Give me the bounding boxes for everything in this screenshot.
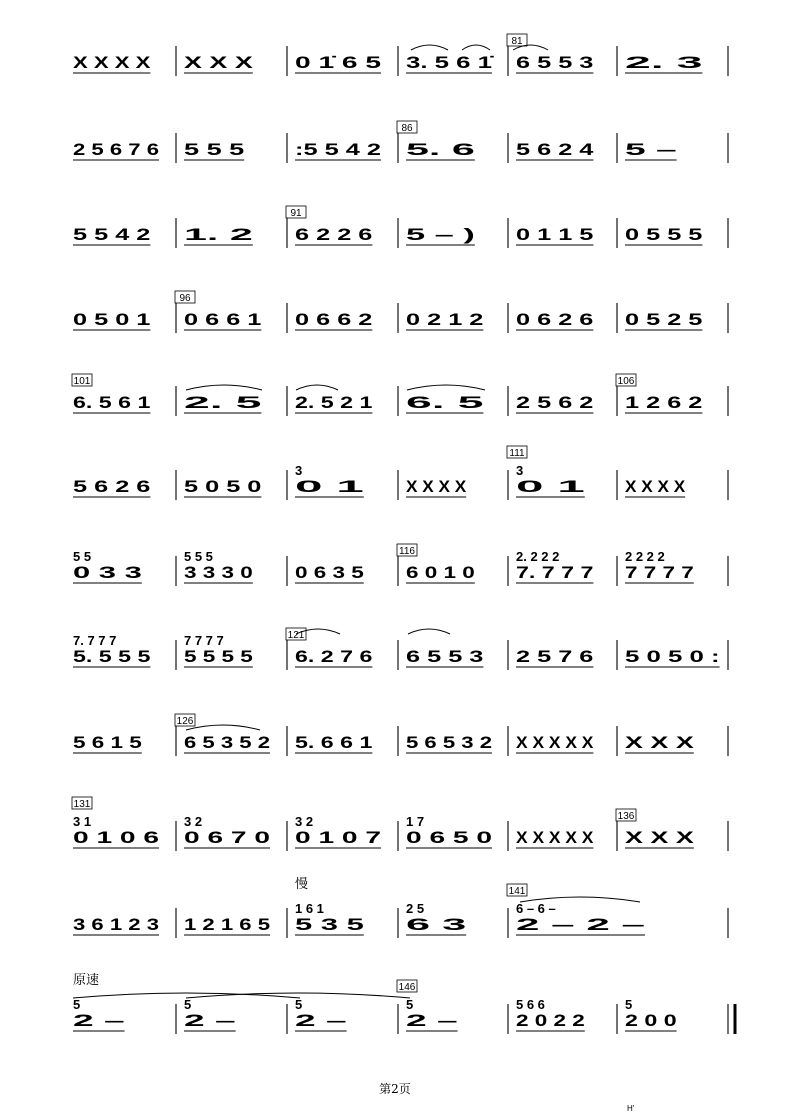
measure-upper-notes: 2 5 bbox=[406, 901, 425, 916]
measure-notes: 2 – bbox=[184, 1011, 236, 1030]
measure-notes: 6 3 bbox=[406, 915, 467, 934]
measure-notes: 0 5 5 5 bbox=[625, 225, 703, 244]
measure-notes: 1 2 6 2 bbox=[625, 393, 703, 412]
measure-notes: 0 1̇ 6 5 bbox=[295, 53, 381, 72]
measure-notes: 2 – 2 – bbox=[516, 915, 645, 934]
measure-number: 106 bbox=[617, 376, 635, 387]
slur-arc bbox=[411, 45, 448, 50]
measure-notes: 2. 5 bbox=[184, 393, 262, 412]
measure-upper-notes: 5 bbox=[625, 997, 633, 1012]
measure-notes: X X X X bbox=[625, 477, 686, 496]
measure-notes: :5 5 4 2 bbox=[295, 140, 381, 159]
measure-notes: 2 – bbox=[73, 1011, 125, 1030]
measure-upper-notes: 5 bbox=[295, 997, 303, 1012]
measure-notes: 6. 2 7 6 bbox=[295, 647, 373, 666]
measure-notes: 5. 6 6 1 bbox=[295, 733, 373, 752]
measure-notes: 6 5 5 3 bbox=[406, 647, 484, 666]
measure-notes: 2 0 2 2 bbox=[516, 1011, 585, 1030]
measure-notes: 1 2 1 6 5 bbox=[184, 915, 270, 934]
measure-notes: 0 6 6 1 bbox=[184, 310, 262, 329]
measure-number: 86 bbox=[401, 123, 413, 134]
measure-number: 96 bbox=[179, 293, 191, 304]
measure-notes: X X X bbox=[184, 53, 254, 72]
measure-notes: 5 6 2 4 bbox=[516, 140, 595, 159]
measure-notes: 6 5 3 5 2 bbox=[184, 733, 270, 752]
slur-arc bbox=[408, 629, 450, 634]
measure-notes: X X X bbox=[625, 733, 695, 752]
measure-notes: 2 5 6 7 6 bbox=[73, 140, 159, 159]
measure-number: 126 bbox=[176, 716, 194, 727]
measure-upper-notes: 3 bbox=[516, 463, 524, 478]
measure-notes: 2 – bbox=[406, 1011, 458, 1030]
measure-notes: 2 – bbox=[295, 1011, 347, 1030]
measure-upper-notes: 2. 2 2 2 bbox=[516, 549, 560, 564]
page-number: 第2页 bbox=[379, 1082, 411, 1096]
tempo-marking: 原速 bbox=[73, 972, 100, 987]
measure-number: 101 bbox=[73, 376, 91, 387]
measure-notes: X X X X bbox=[73, 53, 152, 72]
measure-number: 136 bbox=[617, 811, 635, 822]
measure-notes: 0 1 0 7 bbox=[295, 828, 381, 847]
measure-notes: 2 5 7 6 bbox=[516, 647, 594, 666]
measure-notes: X X X X X bbox=[516, 733, 595, 752]
measure-number: 131 bbox=[73, 799, 91, 810]
measure-upper-notes: 7. 7 7 7 bbox=[73, 633, 117, 648]
measure-notes: 5 6 1 5 bbox=[73, 733, 142, 752]
measure-notes: 0 6 5 0 bbox=[406, 828, 492, 847]
measure-notes: X X X X bbox=[406, 477, 467, 496]
slur-arc bbox=[407, 385, 485, 390]
measure-upper-notes: 3 2 bbox=[295, 814, 314, 829]
measure-upper-notes: 2 2 2 2 bbox=[625, 549, 665, 564]
measure-upper-notes: 5 bbox=[406, 997, 414, 1012]
measure-upper-notes: 3 bbox=[295, 463, 303, 478]
measure-notes: 5 6 2 6 bbox=[73, 477, 151, 496]
measure-notes: 0 5 2 5 bbox=[625, 310, 703, 329]
measure-notes: 2. 5 2 1 bbox=[295, 393, 373, 412]
corner-mark: H' bbox=[627, 1104, 635, 1113]
measure-upper-notes: 3 1 bbox=[73, 814, 92, 829]
measure-notes: 0 3 3 bbox=[73, 563, 142, 582]
measure-notes: 1. 2 bbox=[184, 225, 253, 244]
measure-notes: 0 6 6 2 bbox=[295, 310, 373, 329]
measure-notes: 7. 7 7 7 bbox=[516, 563, 594, 582]
measure-notes: 2 0 0 bbox=[625, 1011, 677, 1030]
measure-notes: 6 5 5 3 bbox=[516, 53, 594, 72]
measure-notes: X X X X X bbox=[516, 828, 595, 847]
measure-upper-notes: 7 7 7 7 bbox=[184, 633, 224, 648]
measure-notes: 5 3 5 bbox=[295, 915, 364, 934]
measure-upper-notes: 5 6 6 bbox=[516, 997, 545, 1012]
measure-upper-notes: 5 5 bbox=[73, 549, 92, 564]
measure-notes: 5. 5 5 5 bbox=[73, 647, 151, 666]
measure-notes: 5 – bbox=[625, 140, 677, 159]
measure-upper-notes: 5 5 5 bbox=[184, 549, 213, 564]
slur-arc bbox=[186, 725, 260, 730]
measure-notes: 3 3 3 0 bbox=[184, 563, 253, 582]
measure-notes: 3. 5 6 1̇ bbox=[406, 53, 496, 72]
measure-number: 146 bbox=[398, 982, 416, 993]
measure-notes: 5 6 5 3 2 bbox=[406, 733, 492, 752]
slur-arc bbox=[186, 385, 262, 390]
measure-notes: 5 5 5 bbox=[184, 140, 245, 159]
measure-notes: 3 6 1 2 3 bbox=[73, 915, 159, 934]
measure-notes: 0 2 1 2 bbox=[406, 310, 484, 329]
tempo-marking: 慢 bbox=[295, 876, 309, 891]
measure-number: 116 bbox=[399, 546, 415, 557]
slur-arc bbox=[296, 385, 338, 390]
measure-number: 81 bbox=[511, 36, 523, 47]
measure-notes: 0 6 3 5 bbox=[295, 563, 364, 582]
measure-notes: 6 2 2 6 bbox=[295, 225, 373, 244]
measure-notes: 5 – ) bbox=[406, 225, 475, 244]
measure-number: 141 bbox=[508, 886, 526, 897]
measure-notes: 5 5 5 5 bbox=[184, 647, 253, 666]
measure-notes: 6. 5 6 1 bbox=[73, 393, 151, 412]
measure-notes: 0 1 1 5 bbox=[516, 225, 594, 244]
measure-number: 111 bbox=[509, 448, 525, 459]
measure-notes: 0 1 0 6 bbox=[73, 828, 159, 847]
measure-upper-notes: 3 2 bbox=[184, 814, 203, 829]
measure-notes: 6. 5 bbox=[406, 393, 484, 412]
measure-notes: 6 0 1 0 bbox=[406, 563, 475, 582]
measure-upper-notes: 1 6 1 bbox=[295, 901, 324, 916]
measure-notes: X X X bbox=[625, 828, 695, 847]
measure-notes: 5 0 5 0 : bbox=[625, 647, 720, 666]
measure-notes: 5 0 5 0 bbox=[184, 477, 262, 496]
measure-upper-notes: 1 7 bbox=[406, 814, 425, 829]
measure-notes: 2. 3 bbox=[625, 53, 703, 72]
measure-notes: 0 1 bbox=[516, 477, 585, 496]
measure-notes: 0 6 2 6 bbox=[516, 310, 594, 329]
slur-arc bbox=[462, 45, 490, 50]
measure-upper-notes: 5 bbox=[73, 997, 81, 1012]
measure-upper-notes: 5 bbox=[184, 997, 192, 1012]
measure-notes: 0 5 0 1 bbox=[73, 310, 151, 329]
measure-notes: 0 1 bbox=[295, 477, 364, 496]
measure-upper-notes: 6 – 6 – bbox=[516, 901, 556, 916]
measure-notes: 2 5 6 2 bbox=[516, 393, 594, 412]
measure-notes: 5. 6 bbox=[406, 140, 475, 159]
measure-notes: 0 6 7 0 bbox=[184, 828, 270, 847]
measure-notes: 7 7 7 7 bbox=[625, 563, 694, 582]
measure-notes: 5 5 4 2 bbox=[73, 225, 151, 244]
measure-number: 91 bbox=[290, 208, 302, 219]
measure-number: 121 bbox=[287, 630, 305, 641]
